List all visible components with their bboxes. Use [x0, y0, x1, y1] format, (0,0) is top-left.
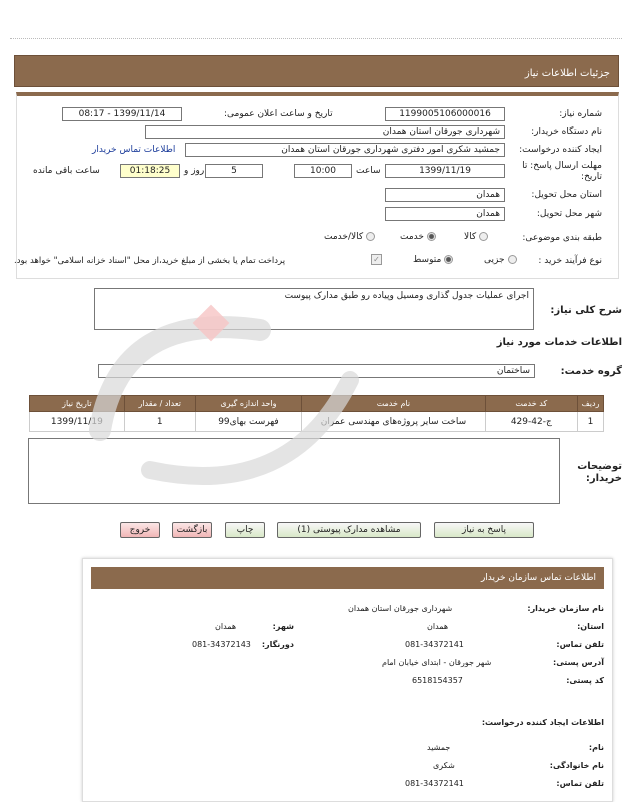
- cell-name: ساخت سایر پروژه‌های مهندسی عمران: [302, 412, 485, 432]
- radio-icon: [508, 255, 517, 264]
- process-medium-option[interactable]: [413, 255, 453, 265]
- service-group-field[interactable]: ساختمان: [98, 364, 535, 378]
- attachments-button[interactable]: مشاهده مدارک پیوستی (1): [277, 522, 421, 538]
- summary-label: شرح کلی نیاز:: [550, 305, 622, 316]
- contact-phone-label: تلفن تماس:: [556, 640, 604, 649]
- contact-org: شهرداری جورقان استان همدان: [348, 604, 453, 613]
- summary-text: اجرای عملیات جدول گذاری ومسیل وپیاده رو طبق مدارک پیوست: [284, 291, 529, 301]
- creator-field[interactable]: جمشید شکری امور دفتری شهرداری جورقان استان همدان: [185, 143, 505, 157]
- city-field[interactable]: همدان: [385, 207, 505, 221]
- remaining-time-field[interactable]: 01:18:25: [120, 164, 180, 178]
- radio-selected-icon: [427, 232, 436, 241]
- contact-address: شهر جورقان - ابتدای خیابان امام: [382, 658, 492, 667]
- print-button[interactable]: چاپ: [225, 522, 265, 538]
- top-divider: [10, 38, 622, 39]
- radio-icon: [366, 232, 375, 241]
- buyer-notes-textarea[interactable]: [28, 438, 560, 504]
- cell-date: 1399/11/19: [30, 412, 125, 432]
- category-service-label: خدمت: [400, 232, 424, 242]
- col-name: نام خدمت: [302, 396, 485, 412]
- process-label: نوع فرآیند خرید :: [538, 256, 602, 266]
- city-label: شهر محل تحویل:: [536, 209, 602, 219]
- contact-city-label: شهر:: [272, 622, 294, 631]
- deadline-label: مهلت ارسال پاسخ: تا تاریخ:: [522, 161, 602, 182]
- buyer-notes-label: توضیحات خریدار:: [577, 461, 622, 484]
- creator-family: شکری: [433, 761, 455, 770]
- need-number-label: شماره نیاز:: [559, 109, 602, 119]
- days-label: روز و: [184, 166, 205, 176]
- respond-button[interactable]: پاسخ به نیاز: [434, 522, 534, 538]
- contact-fax-label: دورنگار:: [261, 640, 294, 649]
- services-table: [29, 395, 604, 432]
- payment-note: پرداخت تمام یا بخشی از مبلغ خرید،از محل "اسناد خزانه اسلامی" خواهد بود.: [14, 256, 286, 266]
- deadline-date-field[interactable]: 1399/11/19: [385, 164, 505, 178]
- radio-icon: [479, 232, 488, 241]
- announce-field[interactable]: 1399/11/14 - 08:17: [62, 107, 182, 121]
- col-unit: واحد اندازه گیری: [195, 396, 302, 412]
- days-field[interactable]: 5: [205, 164, 263, 178]
- services-title: اطلاعات خدمات مورد نیاز: [496, 337, 622, 348]
- process-medium-label: متوسط: [413, 255, 442, 265]
- radio-selected-icon: [444, 255, 453, 264]
- cell-row: 1: [577, 412, 603, 432]
- col-qty: تعداد / مقدار: [124, 396, 195, 412]
- category-goods-option[interactable]: [464, 232, 488, 242]
- service-group-label: گروه خدمت:: [560, 366, 622, 377]
- category-label: طبقه بندی موضوعی:: [522, 233, 602, 243]
- time-label: ساعت: [356, 166, 381, 176]
- province-label: استان محل تحویل:: [531, 190, 602, 200]
- contact-phone: 081-34372141: [405, 640, 464, 649]
- contact-city: همدان: [215, 622, 237, 631]
- buyer-org-label: نام دستگاه خریدار:: [531, 127, 602, 137]
- creator-name-label: نام:: [588, 743, 604, 752]
- contact-org-label: نام سازمان خریدار:: [527, 604, 604, 613]
- cell-code: ج-42-429: [485, 412, 577, 432]
- buyer-contact-card: [82, 558, 613, 802]
- province-field[interactable]: همدان: [385, 188, 505, 202]
- cell-qty: 1: [124, 412, 195, 432]
- need-number-field[interactable]: 1199005106000016: [385, 107, 505, 121]
- creator-family-label: نام خانوادگی:: [549, 761, 604, 770]
- creator-info-title: اطلاعات ایجاد کننده درخواست:: [481, 718, 604, 727]
- contact-postal: 6518154357: [412, 676, 463, 685]
- col-code: کد خدمت: [485, 396, 577, 412]
- category-goods-service-option[interactable]: [324, 232, 375, 242]
- contact-province: همدان: [427, 622, 449, 631]
- col-date: تاریخ نیاز: [30, 396, 125, 412]
- contact-fax: 081-34372143: [192, 640, 251, 649]
- payment-checkbox[interactable]: ✓: [371, 254, 382, 265]
- category-goods-label: کالا: [464, 232, 477, 242]
- creator-phone: 081-34372141: [405, 779, 464, 788]
- contact-address-label: آدرس پستی:: [553, 658, 604, 667]
- deadline-time-field[interactable]: 10:00: [294, 164, 352, 178]
- announce-label: تاریخ و ساعت اعلان عمومی:: [224, 109, 333, 119]
- remaining-label: ساعت باقی مانده: [33, 166, 100, 176]
- page-title: جزئیات اطلاعات نیاز: [14, 55, 619, 87]
- category-service-option[interactable]: [400, 232, 436, 242]
- col-row: ردیف: [577, 396, 603, 412]
- contact-info-link[interactable]: اطلاعات تماس خریدار: [92, 145, 176, 155]
- contact-province-label: استان:: [577, 622, 604, 631]
- creator-label: ایجاد کننده درخواست:: [519, 145, 602, 155]
- process-small-option[interactable]: [484, 255, 517, 265]
- cell-unit: فهرست بهای99: [195, 412, 302, 432]
- creator-name: جمشید: [427, 743, 451, 752]
- contact-title: اطلاعات تماس سازمان خریدار: [91, 567, 604, 589]
- category-goods-service-label: کالا/خدمت: [324, 232, 364, 242]
- process-small-label: جزیی: [484, 255, 505, 265]
- table-header-row: [30, 396, 604, 412]
- summary-textarea[interactable]: [94, 288, 534, 330]
- buyer-org-field[interactable]: شهرداری جورقان استان همدان: [145, 125, 505, 139]
- back-button[interactable]: بازگشت: [172, 522, 212, 538]
- contact-postal-label: کد پستی:: [566, 676, 604, 685]
- table-row: [30, 412, 604, 432]
- creator-phone-label: تلفن تماس:: [556, 779, 604, 788]
- exit-button[interactable]: خروج: [120, 522, 160, 538]
